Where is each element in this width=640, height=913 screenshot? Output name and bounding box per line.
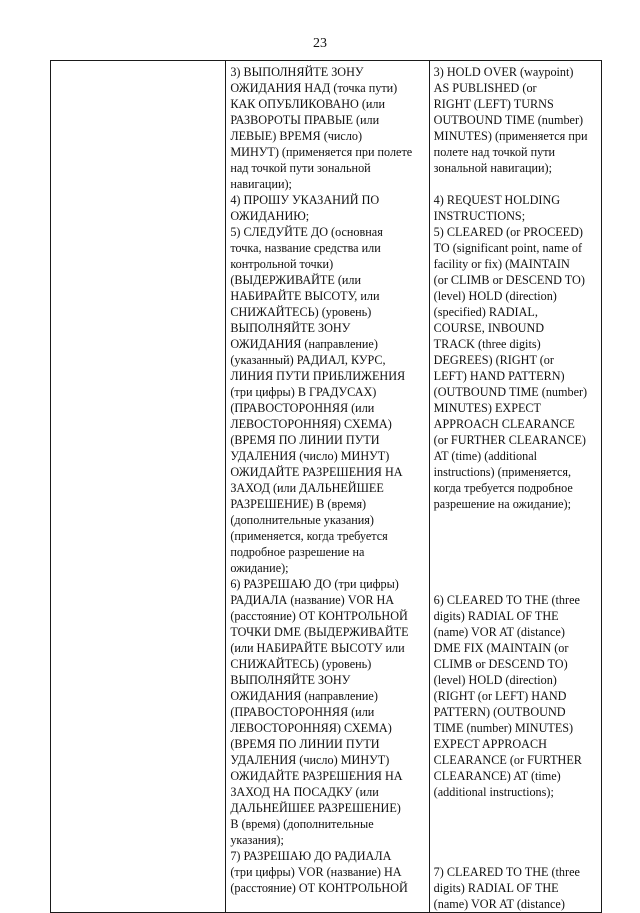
- russian-entry-5: 5) СЛЕДУЙТЕ ДО (основная точка, название средства или контрольной точки) (ВЫДЕРЖИВАЙТЕ (или НАБИРАЙТЕ ВЫСОТУ, или СНИЖАЙТЕСЬ) (уровень) ВЫПОЛНЯЙТЕ ЗОНУ ОЖИДАНИЯ (направление) (указанный) РАДИАЛ, КУРС, ЛИНИЯ ПУТИ ПРИБЛИЖЕНИЯ (три цифры) В ГРАДУСАХ) (ПРАВОСТОРОННЯЯ (или ЛЕВОСТОРОННЯЯ) СХЕМА) (ВРЕМЯ ПО ЛИНИИ ПУТИ УДАЛЕНИЯ (число) МИНУТ) ОЖИДАЙТЕ РАЗРЕШЕНИЯ НА ЗАХОД (или ДАЛЬНЕЙШЕЕ РАЗРЕШЕНИЕ) В (время) (дополнительные указания) (применяется, когда требуется подробное разрешение на ожидание);: [230, 225, 406, 575]
- russian-entry-4: 4) ПРОШУ УКАЗАНИЙ ПО ОЖИДАНИЮ;: [230, 193, 380, 223]
- english-entry-5: 5) CLEARED (or PROCEED) TO (significant point, name of facility or fix) (MAINTAIN (or CLIMB or DESCEND TO) (level) HOLD (direction) (specified) RADIAL, COURSE, INBOUND TRACK (three digits) DEGREES) (RIGHT (or LEFT) HAND PATTERN) (OUTBOUND TIME (number) MINUTES) EXPECT APPROACH CLEARANCE (or FURTHER CLEARANCE) AT (time) (additional instructions) (применяется, когда требуется подробное разрешение на ожидание);: [433, 225, 588, 511]
- english-entry-6: 6) CLEARED TO THE (three digits) RADIAL OF THE (name) VOR AT (distance) DME FIX (MAINTAIN (or CLIMB or DESCEND TO) (level) HOLD (direction) (RIGHT (or LEFT) HAND PATTERN) (OUTBOUND TIME (number) MINUTES) EXPECT APPROACH CLEARANCE (or FURTHER CLEARANCE) AT (time) (additional instructions);: [433, 593, 582, 799]
- russian-phrases-cell: [226, 61, 429, 913]
- english-entry-3: 3) HOLD OVER (waypoint) AS PUBLISHED (or RIGHT (LEFT) TURNS OUTBOUND TIME (number) MINUTES) (применяется при полете над точкой пути зональной навигации);: [433, 65, 588, 175]
- page-number: 23: [313, 36, 327, 51]
- russian-entry-3: 3) ВЫПОЛНЯЙТЕ ЗОНУ ОЖИДАНИЯ НАД (точка пути) КАК ОПУБЛИКОВАНО (или РАЗВОРОТЫ ПРАВЫЕ (или ЛЕВЫЕ) ВРЕМЯ (число) МИНУТ) (применяется при полете над точкой пути зональной навигации);: [230, 65, 413, 191]
- english-entry-4: 4) REQUEST HOLDING INSTRUCTIONS;: [433, 193, 561, 223]
- phraseology-table: [50, 60, 602, 913]
- russian-entry-6: 6) РАЗРЕШАЮ ДО (три цифры) РАДИАЛА (название) VOR НА (расстояние) ОТ КОНТРОЛЬНОЙ ТОЧКИ DME (ВЫДЕРЖИВАЙТЕ (или НАБИРАЙТЕ ВЫСОТУ или СНИЖАЙТЕСЬ) (уровень) ВЫПОЛНЯЙТЕ ЗОНУ ОЖИДАНИЯ (направление) (ПРАВОСТОРОННЯЯ (или ЛЕВОСТОРОННЯЯ) СХЕМА) (ВРЕМЯ ПО ЛИНИИ ПУТИ УДАЛЕНИЯ (число) МИНУТ) ОЖИДАЙТЕ РАЗРЕШЕНИЯ НА ЗАХОД НА ПОСАДКУ (или ДАЛЬНЕЙШЕЕ РАЗРЕШЕНИЕ) В (время) (дополнительные указания);: [230, 577, 409, 847]
- english-phrases-cell: [429, 61, 601, 913]
- empty-left-column-cell: [51, 61, 226, 913]
- english-entry-7: 7) CLEARED TO THE (three digits) RADIAL OF THE (name) VOR AT (distance): [433, 865, 580, 911]
- russian-entry-7: 7) РАЗРЕШАЮ ДО РАДИАЛА (три цифры) VOR (название) НА (расстояние) ОТ КОНТРОЛЬНОЙ: [230, 849, 408, 895]
- table-row: [51, 61, 602, 913]
